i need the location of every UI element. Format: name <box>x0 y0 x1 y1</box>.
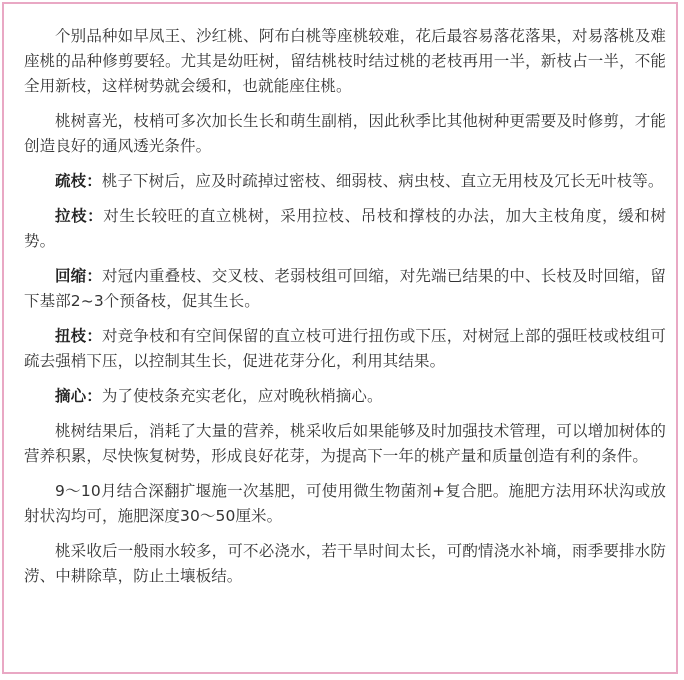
paragraph-thinning <box>24 169 666 194</box>
paragraph-lead: 拉枝： <box>55 207 104 225</box>
paragraph-text: 个别品种如早凤王、沙红桃、阿布白桃等座桃较难，花后最容易落花落果，对易落桃及难座桃的品种修剪要轻。尤其是幼旺树，留结桃枝时结过桃的老枝再用一半，新枝占一半，不能全用新枝，这样树势就会缓和，也就能座住桃。 <box>24 27 666 95</box>
content-frame <box>2 2 678 674</box>
paragraph-pulling <box>24 204 666 254</box>
paragraph-pinching <box>24 384 666 409</box>
paragraph-text: 桃采收后一般雨水较多，可不必浇水，若干旱时间太长，可酌情浇水补墒，雨季要排水防涝、中耕除草，防止土壤板结。 <box>24 542 666 585</box>
paragraph-1 <box>24 24 666 99</box>
paragraph-text: 为了使枝条充实老化，应对晚秋梢摘心。 <box>101 387 383 405</box>
paragraph-post-harvest <box>24 419 666 469</box>
paragraph-text: 9～10月结合深翻扩堰施一次基肥，可使用微生物菌剂+复合肥。施肥方法用环状沟或放射状沟均可，施肥深度30～50厘米。 <box>24 482 666 525</box>
paragraph-lead: 回缩： <box>55 267 103 285</box>
paragraph-text: 对生长较旺的直立桃树，采用拉枝、吊枝和撑枝的办法，加大主枝角度，缓和树势。 <box>24 207 666 250</box>
paragraph-text: 桃子下树后，应及时疏掉过密枝、细弱枝、病虫枝、直立无用枝及冗长无叶枝等。 <box>101 172 664 190</box>
paragraph-heading-back <box>24 264 666 314</box>
paragraph-twisting <box>24 324 666 374</box>
article-body <box>24 24 666 599</box>
paragraph-lead: 扭枝： <box>55 327 103 345</box>
paragraph-fertilizing <box>24 479 666 529</box>
paragraph-text: 对冠内重叠枝、交叉枝、老弱枝组可回缩，对先端已结果的中、长枝及时回缩，留下基部2~3个预备枝，促其生长。 <box>24 267 666 310</box>
paragraph-text: 桃树喜光，枝梢可多次加长生长和萌生副梢，因此秋季比其他树种更需要及时修剪，才能创造良好的通风透光条件。 <box>24 112 666 155</box>
paragraph-watering <box>24 539 666 589</box>
paragraph-2 <box>24 109 666 159</box>
paragraph-lead: 摘心： <box>55 387 102 405</box>
paragraph-text: 对竞争枝和有空间保留的直立枝可进行扭伤或下压，对树冠上部的强旺枝或枝组可疏去强梢下压，以控制其生长，促进花芽分化，利用其结果。 <box>24 327 666 370</box>
paragraph-lead: 疏枝： <box>55 172 102 190</box>
paragraph-text: 桃树结果后，消耗了大量的营养，桃采收后如果能够及时加强技术管理，可以增加树体的营养积累，尽快恢复树势，形成良好花芽，为提高下一年的桃产量和质量创造有利的条件。 <box>24 422 666 465</box>
